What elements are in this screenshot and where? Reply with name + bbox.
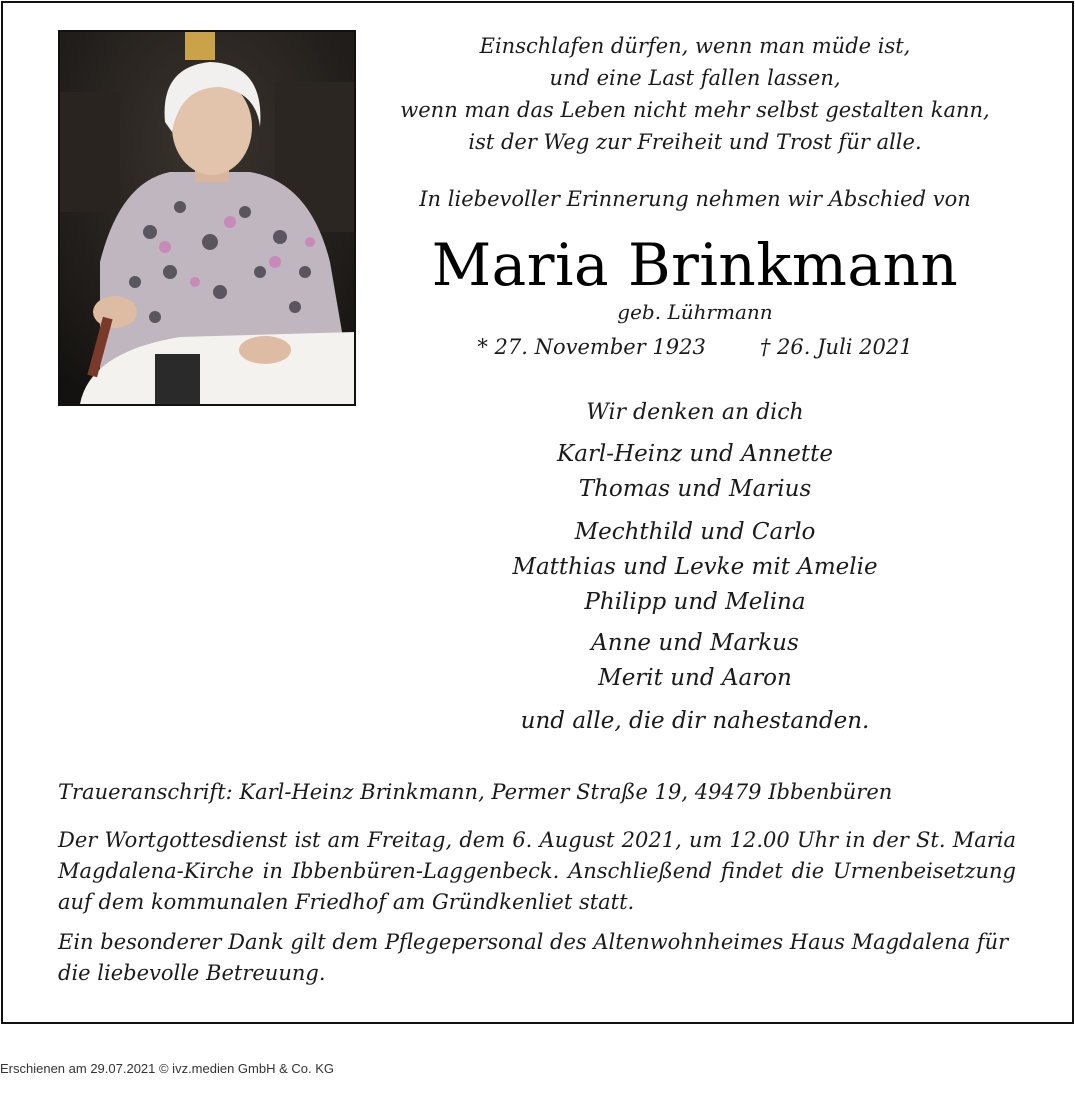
poem [380,30,1010,158]
mourners-intro: Wir denken an dich [586,400,804,425]
family-line: Mechthild und Carlo [574,519,816,545]
service-info: Der Wortgottesdienst ist am Freitag, dem 6. August 2021, um 12.00 Uhr in der St. Maria Magdalena-Kirche in Ibbenbüren-Laggenbeck. Anschließend findet die Urnenbeisetzung auf dem kommunalen Friedhof am Gründkenliet statt. [58,828,1016,914]
family-line: Philipp und Melina [584,589,806,615]
portrait-photo [58,30,356,406]
family-line: Anne und Markus [591,630,799,656]
thanks-note: Ein besonderer Dank gilt dem Pflegepersonal des Altenwohnheimes Haus Magdalena für die liebevolle Betreuung. [58,930,1009,985]
birth-name: geb. Lührmann [617,300,773,324]
farewell-intro: In liebevoller Erinnerung nehmen wir Abschied von [419,187,971,211]
closing-line: und alle, die dir nahestanden. [520,708,870,734]
poem-line: wenn man das Leben nicht mehr selbst gestalten kann, [400,98,990,122]
family-group [380,437,1010,507]
portrait-illustration [60,32,354,404]
family-line: Karl-Heinz und Annette [557,441,833,467]
poem-line: ist der Weg zur Freiheit und Trost für alle. [468,130,922,154]
life-dates [380,332,1010,362]
family-line: Merit und Aaron [598,665,792,691]
poem-line: und eine Last fallen lassen, [549,66,841,90]
deceased-name: Maria Brinkmann [431,231,959,299]
publication-footer: Erschienen am 29.07.2021 © ivz.medien GmbH & Co. KG [0,1061,335,1076]
death-date: † 26. Juli 2021 [759,335,913,359]
family-group [380,515,1010,620]
birth-date: * 27. November 1923 [477,335,706,359]
poem-line: Einschlafen dürfen, wenn man müde ist, [479,34,911,58]
family-line: Matthias und Levke mit Amelie [512,554,878,580]
family-line: Thomas und Marius [578,476,812,502]
mourning-address: Traueranschrift: Karl-Heinz Brinkmann, Permer Straße 19, 49479 Ibbenbüren [58,780,893,804]
family-group [380,626,1010,696]
